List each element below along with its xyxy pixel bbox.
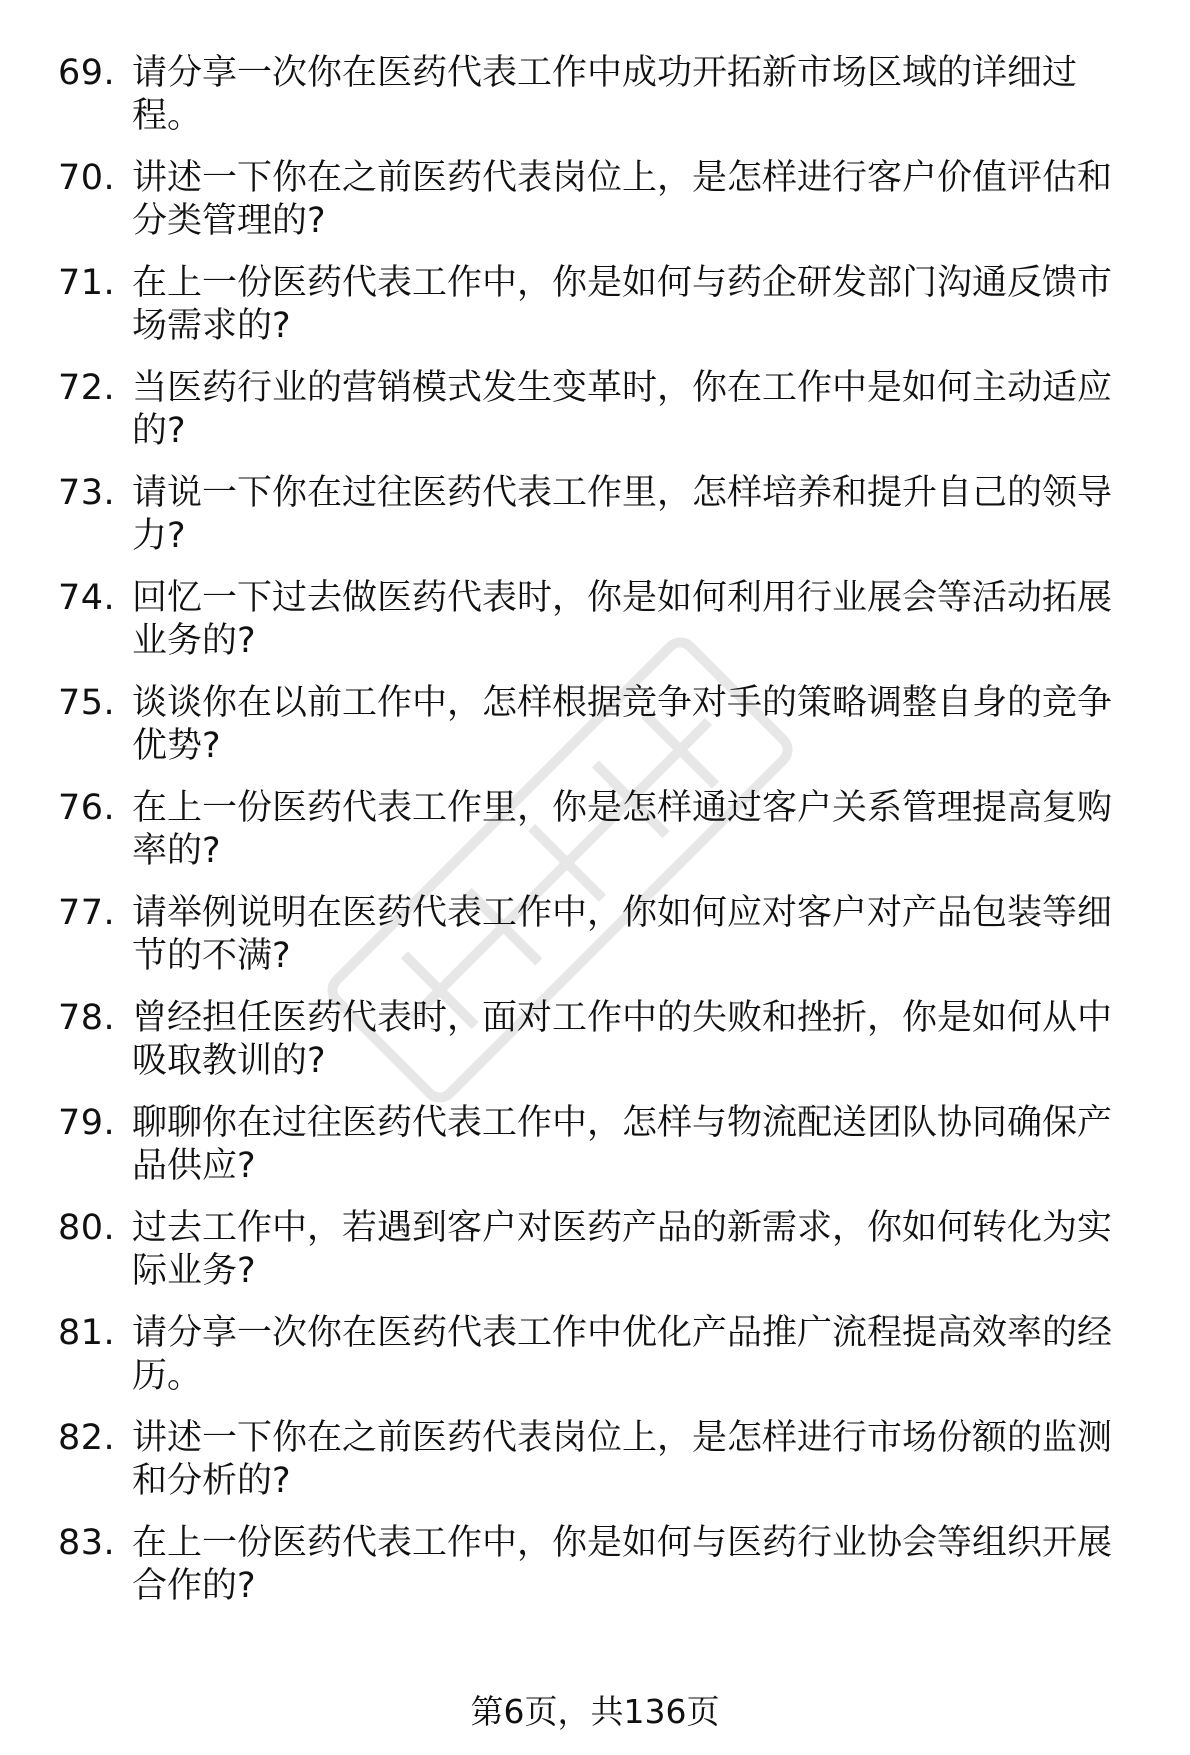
question-text: 聊聊你在过往医药代表工作中，怎样与物流配送团队协同确保产品供应?	[132, 1103, 1113, 1186]
question-item	[58, 997, 1148, 1083]
question-text: 请分享一次你在医药代表工作中成功开拓新市场区域的详细过程。	[132, 53, 1078, 136]
question-text: 请分享一次你在医药代表工作中优化产品推广流程提高效率的经历。	[132, 1313, 1113, 1396]
question-item	[58, 1417, 1148, 1503]
question-item	[58, 577, 1148, 663]
question-text: 在上一份医药代表工作中，你是如何与药企研发部门沟通反馈市场需求的?	[132, 263, 1113, 346]
question-number: 74.	[58, 578, 116, 618]
question-text: 回忆一下过去做医药代表时，你是如何利用行业展会等活动拓展业务的?	[132, 578, 1113, 661]
question-text: 曾经担任医药代表时，面对工作中的失败和挫折，你是如何从中吸取教训的?	[132, 998, 1113, 1081]
question-item	[58, 682, 1148, 768]
question-number: 79.	[58, 1103, 116, 1143]
question-number: 83.	[58, 1523, 116, 1563]
question-number: 73.	[58, 473, 116, 513]
question-item	[58, 1312, 1148, 1398]
question-item	[58, 52, 1148, 138]
question-text: 当医药行业的营销模式发生变革时，你在工作中是如何主动适应的?	[132, 368, 1113, 451]
page-number-label: 第6页，共136页	[470, 1692, 720, 1731]
question-item	[58, 262, 1148, 348]
question-number: 76.	[58, 788, 116, 828]
question-number: 69.	[58, 53, 116, 93]
question-text: 请举例说明在医药代表工作中，你如何应对客户对产品包装等细节的不满?	[132, 893, 1113, 976]
question-text: 讲述一下你在之前医药代表岗位上，是怎样进行市场份额的监测和分析的?	[132, 1418, 1113, 1501]
question-list	[58, 52, 1148, 1627]
question-item	[58, 472, 1148, 558]
question-text: 谈谈你在以前工作中，怎样根据竞争对手的策略调整自身的竞争优势?	[132, 683, 1113, 766]
question-number: 78.	[58, 998, 116, 1038]
question-item	[58, 157, 1148, 243]
question-text: 过去工作中，若遇到客户对医药产品的新需求，你如何转化为实际业务?	[132, 1208, 1113, 1291]
question-text: 在上一份医药代表工作中，你是如何与医药行业协会等组织开展合作的?	[132, 1523, 1113, 1606]
question-item	[58, 1102, 1148, 1188]
question-text: 请说一下你在过往医药代表工作里，怎样培养和提升自己的领导力?	[132, 473, 1113, 556]
question-text: 在上一份医药代表工作里，你是怎样通过客户关系管理提高复购率的?	[132, 788, 1113, 871]
question-item	[58, 787, 1148, 873]
question-number: 81.	[58, 1313, 116, 1353]
question-number: 75.	[58, 683, 116, 723]
question-number: 80.	[58, 1208, 116, 1248]
question-number: 77.	[58, 893, 116, 933]
question-item	[58, 367, 1148, 453]
question-number: 70.	[58, 158, 116, 198]
question-number: 72.	[58, 368, 116, 408]
question-item	[58, 1207, 1148, 1293]
question-number: 71.	[58, 263, 116, 303]
question-number: 82.	[58, 1418, 116, 1458]
page-footer	[0, 1692, 1190, 1732]
question-item	[58, 1522, 1148, 1608]
question-text: 讲述一下你在之前医药代表岗位上，是怎样进行客户价值评估和分类管理的?	[132, 158, 1113, 241]
question-item	[58, 892, 1148, 978]
